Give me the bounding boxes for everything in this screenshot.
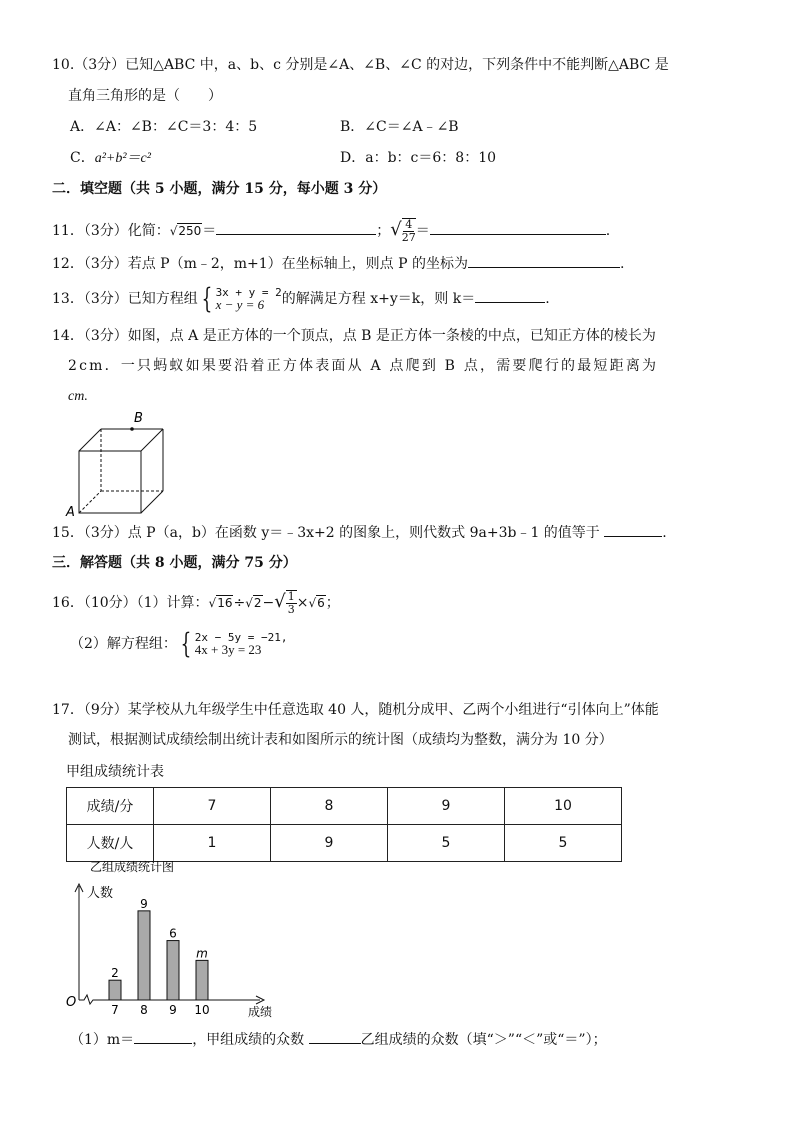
table-header-cell: 人数/人 (67, 825, 154, 862)
brace-icon: { (201, 282, 212, 315)
q17-sub1-mid2: 乙组成绩的众数（填“＞”“＜”或“＝”）； (360, 1032, 607, 1048)
sqrt-16-value: 16 (217, 596, 233, 610)
section-2-heading: 二．填空题（共 5 小题，满分 15 分，每小题 3 分） (52, 181, 387, 197)
table-cell: 5 (388, 825, 505, 862)
table-cell: 10 (505, 788, 622, 825)
q16-prefix: 16．（10分）（1）计算： (52, 595, 209, 611)
q17-line2: 测试，根据测试成绩绘制出统计表和如图所示的统计图（成绩均为整数，满分为 10 分） (68, 732, 613, 748)
q13-mid: 的解满足方程 x+y＝k，则 k＝ (281, 291, 476, 307)
bar-8 (138, 911, 150, 1000)
q12 (52, 253, 624, 274)
q13-end: . (545, 291, 550, 307)
q14-line3: cm. (68, 389, 88, 404)
q10-line2: 直角三角形的是（ ） (68, 88, 222, 104)
point-b-marker (130, 427, 134, 431)
cube-front-face (79, 451, 141, 513)
x-tick-label-9: 9 (169, 1003, 177, 1017)
q11-blank-2[interactable] (430, 220, 606, 235)
q10-line1: 10.（3分）已知△ABC 中，a、b、c 分别是∠A、∠B、∠C 的对边，下列条件中不能判断△ABC 是 (52, 57, 669, 73)
cube-figure (60, 408, 170, 518)
chart-title: 乙组成绩统计图 (90, 860, 175, 874)
cube-edge (141, 429, 163, 451)
point-b-label: B (134, 411, 143, 426)
sqrt-2-value: 2 (253, 596, 262, 610)
bar-9 (167, 941, 179, 1000)
sqrt-16: √16 (208, 596, 233, 610)
fraction-numerator: 4 (405, 218, 413, 231)
q11-blank-1[interactable] (216, 220, 376, 235)
q16-minus: − (262, 595, 275, 611)
x-tick-label-7: 7 (111, 1003, 119, 1017)
data-label-9: 6 (169, 926, 177, 941)
x-tick-label-8: 8 (140, 1003, 148, 1017)
data-label-8: 9 (140, 896, 148, 911)
q10-option-b: B．∠C＝∠A﹣∠B (340, 119, 459, 135)
fraction-1-3 (286, 590, 297, 616)
q16-divide: ÷ (233, 595, 246, 611)
mode-compare-blank[interactable] (309, 1029, 361, 1044)
q12-end: . (620, 256, 625, 272)
q16-system (177, 627, 288, 660)
q15-blank[interactable] (604, 522, 662, 537)
q11-prefix: 11．（3分）化简： (52, 223, 170, 239)
x-axis-label: 成绩 (248, 1005, 273, 1019)
x-tick-label-10: 10 (194, 1003, 210, 1017)
fraction-denominator: 27 (401, 231, 416, 244)
q10-option-c-prefix: C． (70, 150, 95, 166)
sqrt-6-value: 6 (317, 596, 325, 610)
sqrt-6: √6 (308, 596, 325, 610)
point-a-label: A (66, 505, 75, 518)
q16-end: ； (325, 595, 340, 611)
q13 (52, 282, 550, 315)
brace-icon: { (180, 627, 192, 660)
q16-times: × (296, 595, 309, 611)
m-blank[interactable] (134, 1029, 192, 1044)
q14-line2: 2cm．一只蚂蚁如果要沿着正方体表面从 A 点爬到 B 点，需要爬行的最短距离为 (68, 358, 659, 374)
section-3-heading: 三．解答题（共 8 小题，满分 75 分） (52, 555, 297, 571)
table-cell: 8 (271, 788, 388, 825)
table-header-cell: 成绩/分 (67, 788, 154, 825)
q11-sep: ； (376, 223, 391, 239)
q17-sub1 (70, 1029, 607, 1050)
q11-eq2: ＝ (415, 223, 430, 239)
score-table (66, 787, 622, 862)
q10-option-c-math: a²+b²＝c² (94, 151, 151, 166)
q17-sub1-prefix: （1）m＝ (70, 1032, 135, 1048)
sqrt-2: √2 (245, 596, 262, 610)
bar-7 (109, 980, 121, 1000)
data-label-7: 2 (111, 966, 119, 981)
q15-text: 15．（3分）点 P（a，b）在函数 y＝﹣3x+2 的图象上，则代数式 9a+3b﹣1 的值等于 (52, 525, 600, 541)
table-cell: 9 (271, 825, 388, 862)
q13-blank[interactable] (475, 288, 545, 303)
q16-eq1: 2x − 5y = −21, (194, 631, 288, 644)
q15 (52, 522, 667, 543)
fraction-4-27 (402, 218, 416, 244)
q16-part2-prefix: （2）解方程组： (70, 636, 177, 652)
bar-10 (196, 960, 208, 1000)
q17-sub1-mid: ，甲组成绩的众数 (192, 1032, 305, 1048)
q11-eq1: ＝ (202, 223, 217, 239)
cube-hidden-edge (79, 491, 101, 513)
sqrt-fraction: √ (390, 219, 402, 240)
sqrt-250-value: 250 (178, 224, 202, 238)
q17-line1: 17．（9分）某学校从九年级学生中任意选取 40 人，随机分成甲、乙两个小组进行“引体向上”体能 (52, 702, 659, 718)
q15-end: . (662, 525, 667, 541)
sqrt-250: √250 (169, 224, 202, 238)
bar-chart (60, 856, 290, 1026)
q10-option-a: A．∠A：∠B：∠C＝3：4：5 (70, 119, 258, 135)
table-cell: 5 (505, 825, 622, 862)
data-label-10: m (196, 946, 208, 961)
y-axis-label: 人数 (87, 886, 114, 901)
q13-system (198, 282, 282, 315)
fraction-numerator: 1 (287, 590, 295, 603)
q10-option-d: D．a：b：c＝6：8：10 (340, 150, 497, 166)
q16-part2 (70, 627, 288, 660)
q10-option-c (70, 148, 151, 169)
table-row (67, 788, 622, 825)
table-cell: 1 (154, 825, 271, 862)
table-cell: 7 (154, 788, 271, 825)
table-title: 甲组成绩统计表 (66, 764, 164, 780)
table-cell: 9 (388, 788, 505, 825)
q13-prefix: 13．（3分）已知方程组 (52, 291, 198, 307)
cube-edge (79, 429, 101, 451)
q12-blank[interactable] (468, 253, 620, 268)
cube-edge (141, 491, 163, 513)
q11-end: . (605, 223, 611, 239)
q16-part1 (52, 590, 340, 616)
q14-line1: 14．（3分）如图，点 A 是正方体的一个顶点，点 B 是正方体一条棱的中点，已知正方体的棱长为 (52, 328, 656, 344)
q12-text: 12．（3分）若点 P（m﹣2，m+1）在坐标轴上，则点 P 的坐标为 (52, 256, 469, 272)
q11 (52, 218, 610, 244)
q16-eq2: 4x + 3y = 23 (194, 642, 262, 657)
q13-eq2: x − y = 6 (215, 297, 265, 312)
fraction-denominator: 3 (287, 603, 295, 616)
origin-label: O (66, 995, 77, 1010)
q13-eq1: 3x + y = 2 (215, 286, 282, 299)
sqrt-fraction-icon: √ (274, 591, 286, 612)
